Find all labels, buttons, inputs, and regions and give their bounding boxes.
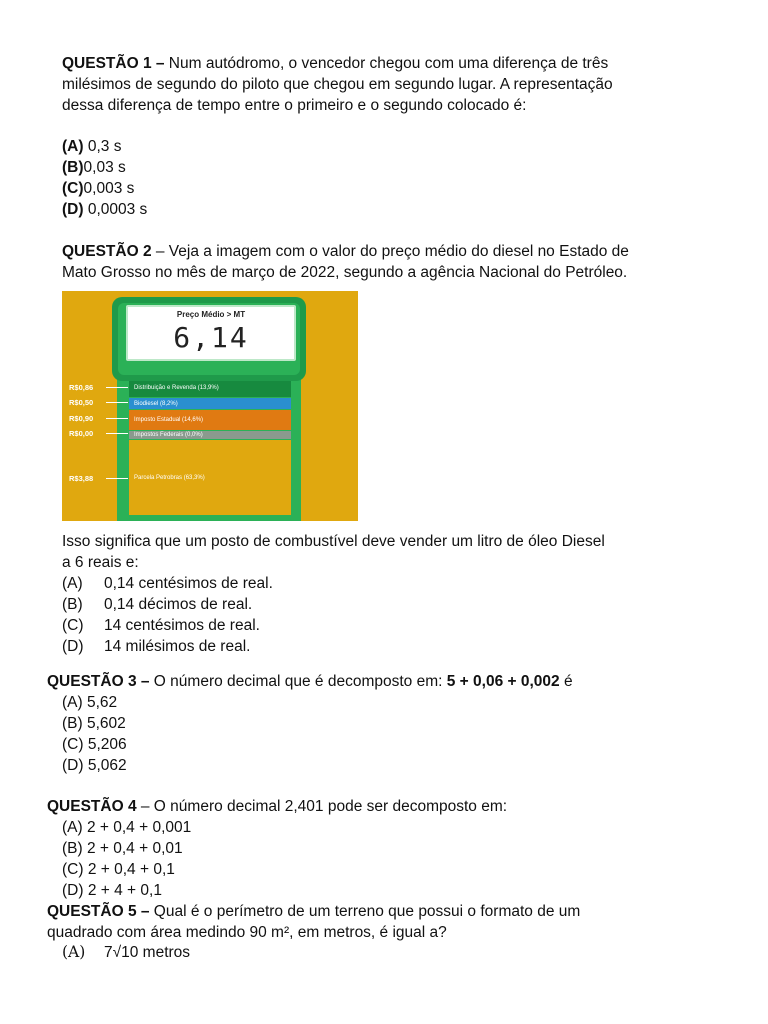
q5-line2: quadrado com área medindo 90 m², em metros, é igual a? xyxy=(47,924,447,941)
q1-option-b-text: 0,03 s xyxy=(83,159,126,176)
price-breakdown xyxy=(129,377,291,515)
q2-line1 xyxy=(62,241,629,262)
q5-line1 xyxy=(47,901,580,922)
q4-label: QUESTÃO 4 xyxy=(47,798,137,815)
q1-option-c[interactable] xyxy=(62,178,134,199)
q2-option-c-text: 14 centésimos de real. xyxy=(104,617,260,634)
q3-text: O número decimal que é decomposto em: xyxy=(149,673,447,690)
value-petrobras: R$3,88 xyxy=(69,474,94,483)
q1-option-b[interactable] xyxy=(62,157,126,178)
q2-option-d-letter: (D) xyxy=(62,638,84,655)
bar-state-tax-label: Imposto Estadual (14,6%) xyxy=(134,417,204,423)
q1-line1 xyxy=(62,53,608,74)
q4-option-d[interactable]: (D) 2 + 4 + 0,1 xyxy=(62,882,162,899)
q1-option-c-letter: (C) xyxy=(62,180,84,197)
q1-option-a[interactable] xyxy=(62,136,121,157)
q2-option-c[interactable] xyxy=(62,615,260,636)
q1-line2: milésimos de segundo do piloto que chegou em segundo lugar. A representação xyxy=(62,76,613,93)
bar-petrobras-label: Parcela Petrobras (63,3%) xyxy=(134,474,205,481)
q1-option-d-letter: (D) xyxy=(62,201,84,218)
q2-option-a-text: 0,14 centésimos de real. xyxy=(104,575,273,592)
q5-label: QUESTÃO 5 – xyxy=(47,903,150,920)
q2-option-b-text: 0,14 décimos de real. xyxy=(104,596,253,613)
leader-line xyxy=(106,418,128,419)
price-display xyxy=(126,305,296,361)
q3-tail: é xyxy=(559,673,573,690)
q1-text-1: Num autódromo, o vencedor chegou com uma diferença de três xyxy=(164,55,609,72)
q2-after-line1: Isso significa que um posto de combustível deve vender um litro de óleo Diesel xyxy=(62,533,605,550)
q2-option-c-letter: (C) xyxy=(62,617,84,634)
bar-state-tax xyxy=(129,410,291,430)
q2-option-a-letter: (A) xyxy=(62,575,83,592)
q4-line xyxy=(47,796,507,817)
leader-line xyxy=(106,387,128,388)
bar-biodiesel-label: Biodiesel (8,2%) xyxy=(134,400,178,407)
q2-label: QUESTÃO 2 xyxy=(62,243,152,260)
q1-line3: dessa diferença de tempo entre o primeiro e o segundo colocado é: xyxy=(62,97,527,114)
value-distribution: R$0,86 xyxy=(69,383,94,392)
q5-text-1: Qual é o perímetro de um terreno que possui o formato de um xyxy=(149,903,581,920)
bar-distribution xyxy=(129,379,291,397)
q2-line2: Mato Grosso no mês de março de 2022, segundo a agência Nacional do Petróleo. xyxy=(62,264,628,281)
q4-option-a[interactable]: (A) 2 + 0,4 + 0,001 xyxy=(62,819,192,836)
q2-option-b-letter: (B) xyxy=(62,596,83,613)
bar-federal-tax-label: Impostos Federais (0,0%) xyxy=(134,432,203,438)
q4-option-b[interactable]: (B) 2 + 0,4 + 0,01 xyxy=(62,840,183,857)
q2-option-d-text: 14 milésimos de real. xyxy=(104,638,251,655)
q2-option-b[interactable] xyxy=(62,594,252,615)
pump-body xyxy=(117,371,301,521)
q1-label: QUESTÃO 1 – xyxy=(62,55,165,72)
value-biodiesel: R$0,50 xyxy=(69,398,94,407)
q1-option-a-text: 0,3 s xyxy=(83,138,122,155)
price-display-title: Preço Médio > MT xyxy=(176,310,246,319)
q2-after-line2: a 6 reais e: xyxy=(62,554,139,571)
q3-option-d[interactable]: (D) 5,062 xyxy=(62,757,127,774)
q1-option-c-text: 0,003 s xyxy=(83,180,135,197)
value-state-tax: R$0,90 xyxy=(69,414,94,423)
q3-option-b[interactable]: (B) 5,602 xyxy=(62,715,126,732)
bar-federal-tax xyxy=(129,431,291,439)
leader-line xyxy=(106,478,128,479)
price-display-value: 6,14 xyxy=(173,321,249,354)
q4-text: – O número decimal 2,401 pode ser decomposto em: xyxy=(136,798,508,815)
q3-option-c[interactable]: (C) 5,206 xyxy=(62,736,127,753)
q4-option-c[interactable]: (C) 2 + 0,4 + 0,1 xyxy=(62,861,175,878)
value-federal-tax: R$0,00 xyxy=(69,429,94,438)
bar-distribution-label: Distribuição e Revenda (13,9%) xyxy=(134,385,219,391)
q5-option-a[interactable] xyxy=(62,942,190,963)
leader-line xyxy=(106,402,128,403)
q5-option-a-letter: (A) xyxy=(62,943,86,961)
q1-option-d[interactable] xyxy=(62,199,147,220)
diesel-price-infographic xyxy=(62,291,358,521)
q3-expression: 5 + 0,06 + 0,002 xyxy=(446,673,560,690)
q5-option-a-text: 7√10 metros xyxy=(104,944,191,961)
q2-option-d[interactable] xyxy=(62,636,250,657)
q3-line xyxy=(47,671,573,692)
q2-text-1: – Veja a imagem com o valor do preço médio do diesel no Estado de xyxy=(151,243,629,260)
q3-option-a[interactable]: (A) 5,62 xyxy=(62,694,118,711)
q2-option-a[interactable] xyxy=(62,573,273,594)
bar-petrobras xyxy=(129,440,291,515)
q1-option-b-letter: (B) xyxy=(62,159,84,176)
leader-line xyxy=(106,433,128,434)
q3-label: QUESTÃO 3 – xyxy=(47,673,150,690)
q1-option-d-text: 0,0003 s xyxy=(83,201,148,218)
q1-option-a-letter: (A) xyxy=(62,138,84,155)
bar-biodiesel xyxy=(129,398,291,409)
